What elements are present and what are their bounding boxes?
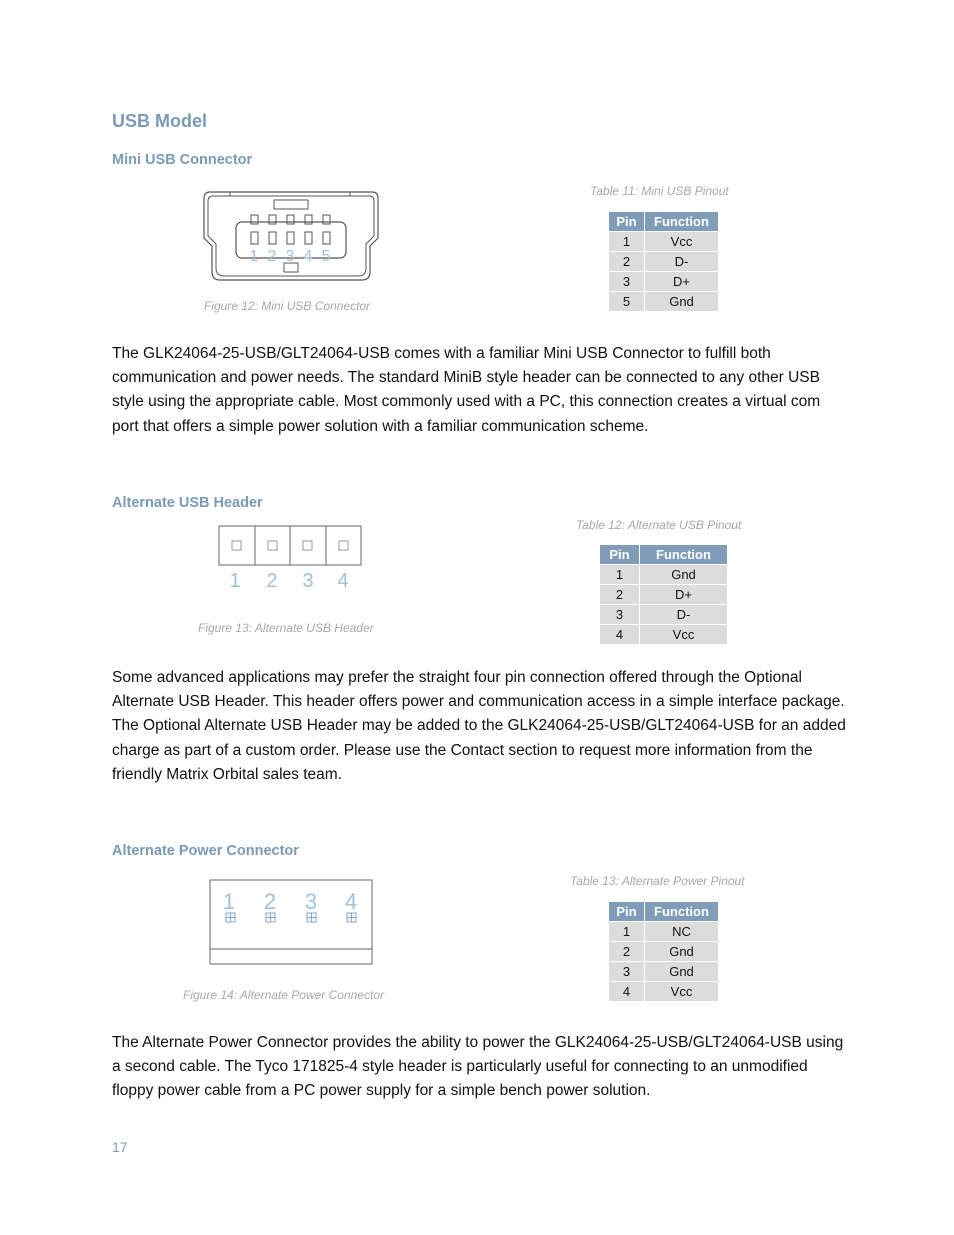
function-cell: D- bbox=[640, 605, 728, 625]
alt-power-pin-label: 1 bbox=[222, 889, 236, 914]
table-row bbox=[609, 232, 719, 252]
section-title: USB Model bbox=[112, 111, 208, 131]
alt-usb-pinout-table bbox=[599, 544, 728, 645]
mini-usb-pinout-table bbox=[608, 211, 719, 312]
table-header-row bbox=[609, 902, 719, 922]
table-row bbox=[609, 272, 719, 292]
function-cell: Gnd bbox=[645, 292, 719, 312]
mini-pin-label: 2 bbox=[267, 248, 277, 265]
table-row bbox=[609, 922, 719, 942]
paragraph-text: The Alternate Power Connector provides the ability to power the GLK24064-25-USB/GLT24064-USB using a second cable. The Tyco 171825-4 style header is particularly useful for connecting to an unmodified floppy power cable from a PC power supply for a simple bench power solution. bbox=[112, 1034, 844, 1100]
alt-usb-paragraph bbox=[112, 666, 847, 787]
mini-pin-label: 1 bbox=[249, 248, 259, 265]
function-cell: Gnd bbox=[645, 962, 719, 982]
mini-pin-label: 4 bbox=[303, 248, 313, 265]
pin-cell: 3 bbox=[609, 962, 645, 982]
figure-12-caption: Figure 12: Mini USB Connector bbox=[204, 299, 371, 313]
table-row bbox=[600, 625, 728, 645]
alt-power-paragraph bbox=[112, 1031, 847, 1104]
pin-cell: 3 bbox=[609, 272, 645, 292]
pin-cell: 1 bbox=[609, 922, 645, 942]
alt-usb-pin-label: 3 bbox=[302, 570, 314, 592]
header-pin: Pin bbox=[600, 545, 640, 565]
header-pin: Pin bbox=[609, 902, 645, 922]
pin-cell: 5 bbox=[609, 292, 645, 312]
figure-13-caption: Figure 13: Alternate USB Header bbox=[198, 621, 374, 635]
function-cell: Vcc bbox=[645, 982, 719, 1002]
table-row bbox=[609, 942, 719, 962]
mini-usb-connector-figure bbox=[200, 186, 382, 286]
header-function: Function bbox=[645, 212, 719, 232]
pin-cell: 4 bbox=[600, 625, 640, 645]
alt-power-connector-figure bbox=[208, 878, 376, 968]
page-number: 17 bbox=[112, 1139, 128, 1155]
header-pin: Pin bbox=[609, 212, 645, 232]
header-function: Function bbox=[640, 545, 728, 565]
pin-cell: 2 bbox=[609, 252, 645, 272]
table-row bbox=[609, 252, 719, 272]
alt-usb-pin-label: 1 bbox=[229, 570, 241, 592]
function-cell: Gnd bbox=[640, 565, 728, 585]
table-row bbox=[600, 585, 728, 605]
mini-usb-heading: Mini USB Connector bbox=[112, 152, 253, 168]
table-row bbox=[609, 982, 719, 1002]
figure-14-caption: Figure 14: Alternate Power Connector bbox=[183, 988, 384, 1002]
pin-cell: 3 bbox=[600, 605, 640, 625]
mini-usb-paragraph bbox=[112, 342, 847, 439]
pin-cell: 1 bbox=[600, 565, 640, 585]
pin-cell: 2 bbox=[609, 942, 645, 962]
alt-usb-heading: Alternate USB Header bbox=[112, 495, 263, 511]
mini-pin-label: 5 bbox=[321, 248, 331, 265]
alt-power-pinout-table bbox=[608, 901, 719, 1002]
header-function: Function bbox=[645, 902, 719, 922]
alt-usb-pin-label: 2 bbox=[266, 570, 278, 592]
function-cell: D+ bbox=[645, 272, 719, 292]
paragraph-text: Some advanced applications may prefer the straight four pin connection offered through the Optional Alternate USB Header. This header offers power and communication access in a simple interface package. The Optional Alternate USB Header may be added to the GLK24064-25-USB/GLT24064-USB for an added charge as part of a custom order. Please use the Contact section to request more information from the friendly Matrix Orbital sales team. bbox=[112, 669, 846, 783]
paragraph-text: The GLK24064-25-USB/GLT24064-USB comes with a familiar Mini USB Connector to fulfill both communication and power needs. The standard MiniB style header can be connected to any other USB style using the appropriate cable. Most commonly used with a PC, this connection creates a virtual com port that offers a simple power solution with a familiar communication scheme. bbox=[112, 345, 821, 435]
alt-power-pin-label: 2 bbox=[263, 889, 277, 914]
pin-cell: 2 bbox=[600, 585, 640, 605]
pin-cell: 4 bbox=[609, 982, 645, 1002]
table-header-row bbox=[600, 545, 728, 565]
table-13-caption: Table 13: Alternate Power Pinout bbox=[570, 874, 745, 888]
alt-power-pin-label: 4 bbox=[344, 889, 358, 914]
table-row bbox=[609, 292, 719, 312]
pin-cell: 1 bbox=[609, 232, 645, 252]
alt-usb-header-figure bbox=[216, 524, 364, 594]
table-12-caption: Table 12: Alternate USB Pinout bbox=[576, 518, 742, 532]
mini-pin-label: 3 bbox=[285, 248, 295, 265]
table-row bbox=[600, 565, 728, 585]
alt-power-heading: Alternate Power Connector bbox=[112, 843, 299, 859]
function-cell: NC bbox=[645, 922, 719, 942]
table-row bbox=[609, 962, 719, 982]
table-11-caption: Table 11: Mini USB Pinout bbox=[590, 184, 729, 198]
table-header-row bbox=[609, 212, 719, 232]
function-cell: Gnd bbox=[645, 942, 719, 962]
alt-usb-pin-label: 4 bbox=[337, 570, 349, 592]
function-cell: Vcc bbox=[645, 232, 719, 252]
function-cell: Vcc bbox=[640, 625, 728, 645]
alt-power-pin-label: 3 bbox=[304, 889, 318, 914]
function-cell: D- bbox=[645, 252, 719, 272]
table-row bbox=[600, 605, 728, 625]
function-cell: D+ bbox=[640, 585, 728, 605]
